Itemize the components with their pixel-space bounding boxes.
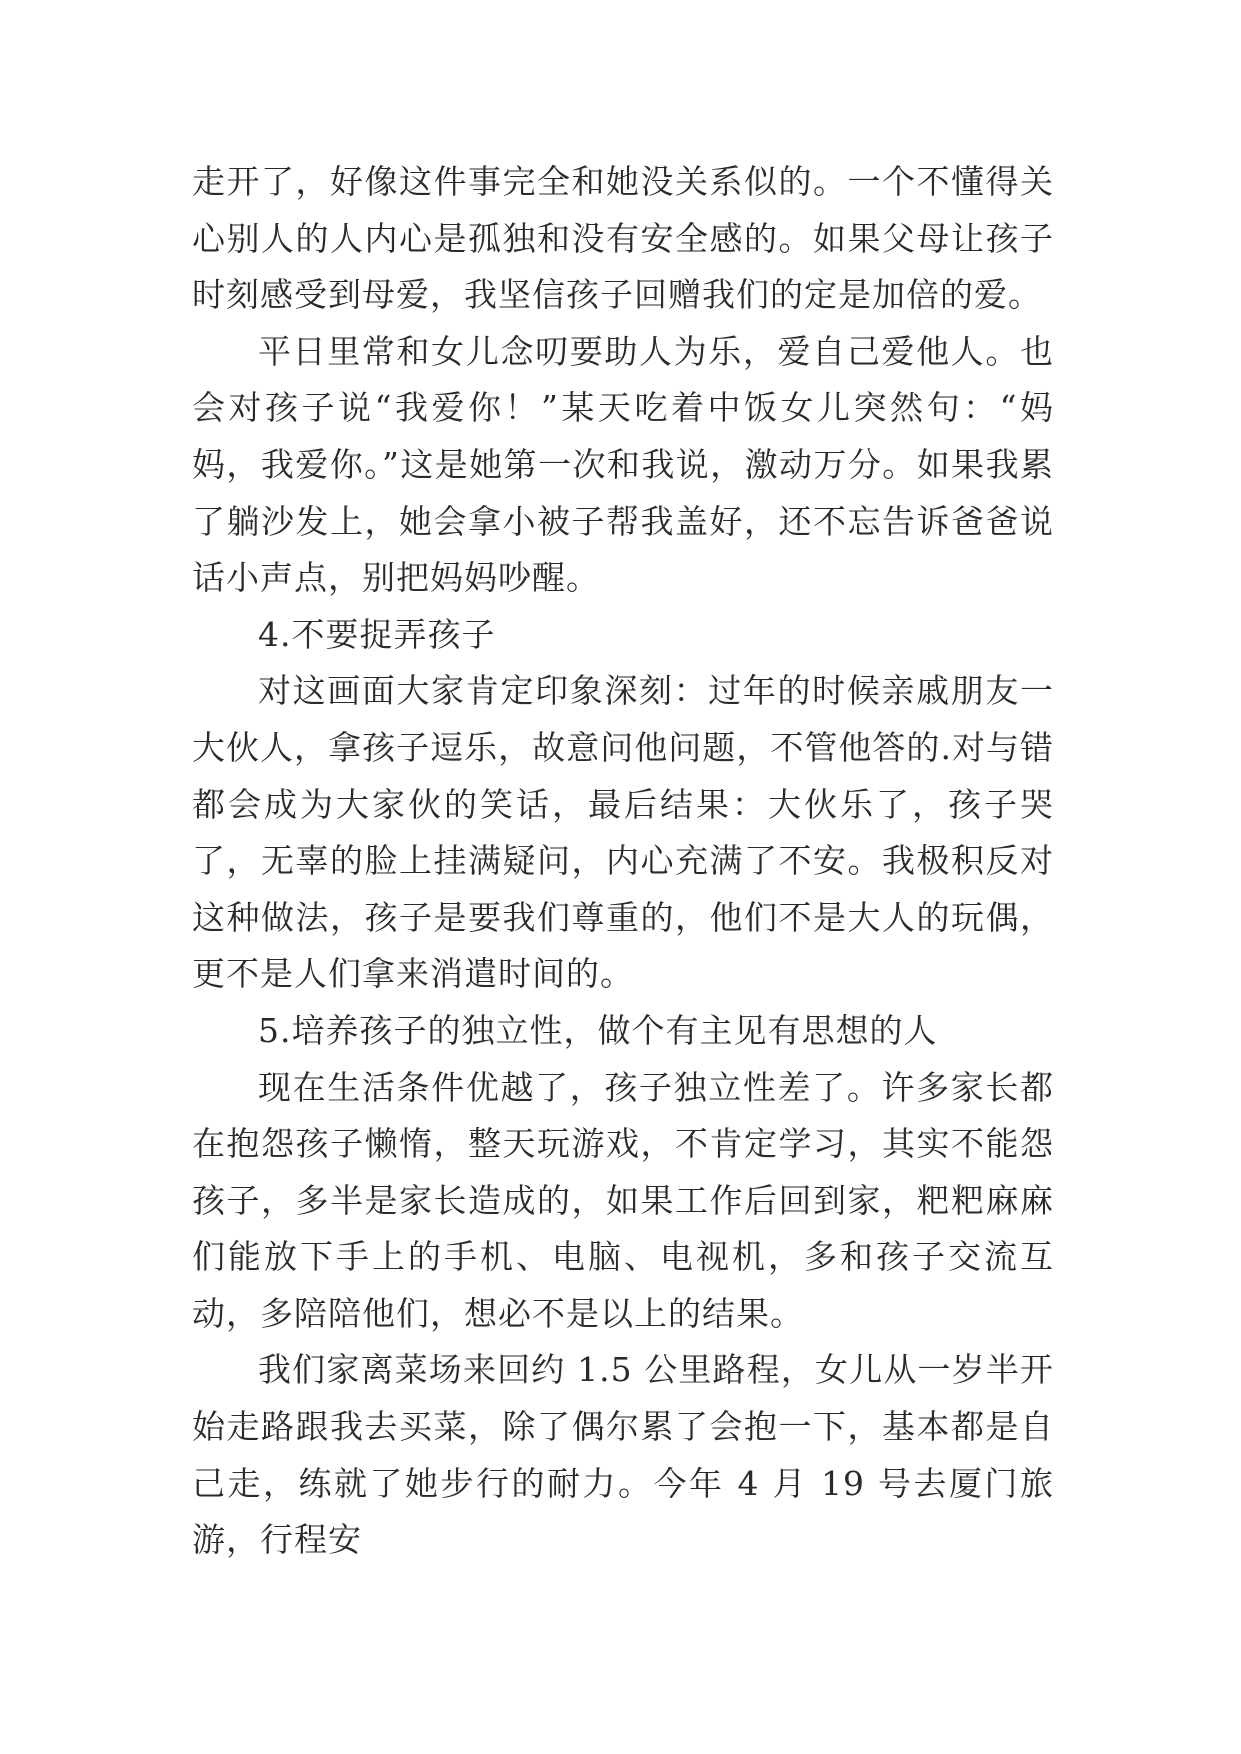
paragraph-5: 我们家离菜场来回约 1.5 公里路程，女儿从一岁半开始走路跟我去买菜，除了偶尔累了会抱一下，基本都是自己走，练就了她步行的耐力。今年 4 月 19 号去厦门旅游，行程安 [192, 1350, 1054, 1560]
document-body [192, 154, 1054, 1569]
paragraph-4: 现在生活条件优越了，孩子独立性差了。许多家长都在抱怨孩子懒惰，整天玩游戏，不肯定学习，其实不能怨孩子，多半是家长造成的，如果工作后回到家，粑粑麻麻们能放下手上的手机、电脑、电视机，多和孩子交流互动，多陪陪他们，想必不是以上的结果。 [192, 1067, 1054, 1333]
paragraph-3: 对这画面大家肯定印象深刻：过年的时候亲戚朋友一大伙人，拿孩子逗乐，故意问他问题，不管他答的.对与错都会成为大家伙的笑话，最后结果：大伙乐了，孩子哭了，无辜的脸上挂满疑问，内心充满了不安。我极积反对这种做法，孩子是要我们尊重的，他们不是大人的玩偶，更不是人们拿来消遣时间的。 [192, 671, 1054, 994]
paragraph-2: 平日里常和女儿念叨要助人为乐，爱自己爱他人。也会对孩子说“我爱你！”某天吃着中饭女儿突然句：“妈妈，我爱你。”这是她第一次和我说，激动万分。如果我累了躺沙发上，她会拿小被子帮我盖好，还不忘告诉爸爸说话小声点，别把妈妈吵醒。 [192, 331, 1054, 598]
section-heading-4: 4.不要捉弄孩子 [258, 614, 496, 654]
section-heading-5: 5.培养孩子的独立性，做个有主见有思想的人 [258, 1010, 938, 1050]
paragraph-1: 走开了，好像这件事完全和她没关系似的。一个不懂得关心别人的人内心是孤独和没有安全感的。如果父母让孩子时刻感受到母爱，我坚信孩子回赠我们的定是加倍的爱。 [192, 162, 1054, 315]
